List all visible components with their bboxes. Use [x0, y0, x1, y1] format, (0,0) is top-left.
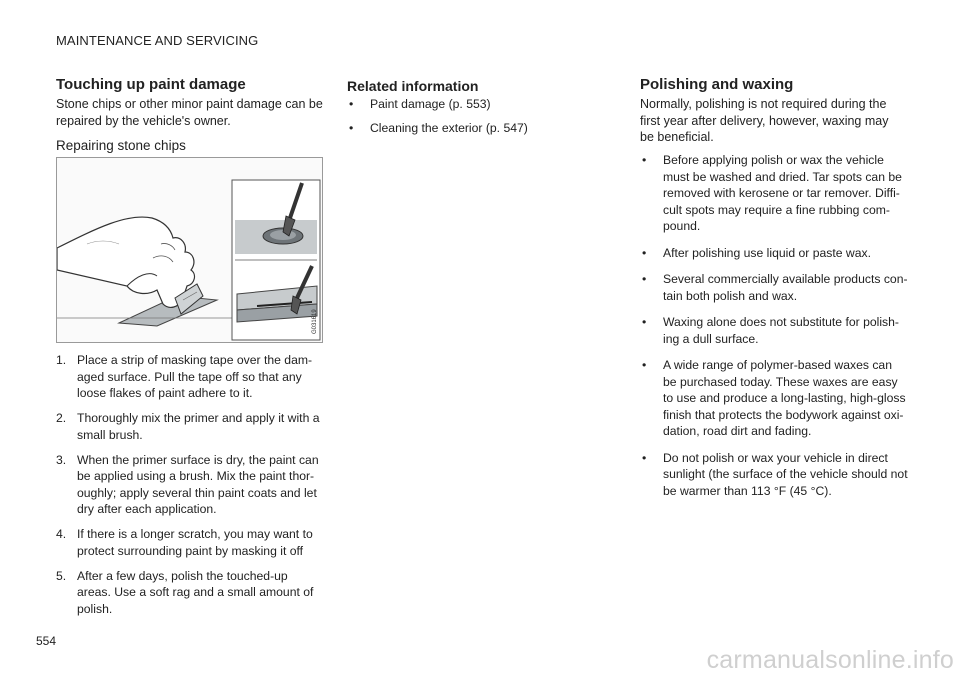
- polishing-bullet-text: Several commercially available products con-tain both polish and wax.: [663, 272, 908, 303]
- page-number: 554: [36, 634, 57, 648]
- step-text: If there is a longer scratch, you may want to protect surrounding paint by masking it off: [77, 527, 313, 558]
- bullet-glyph: •: [642, 245, 647, 260]
- related-link-text[interactable]: Cleaning the exterior (p. 547): [370, 120, 528, 135]
- bullet-glyph: •: [642, 153, 647, 167]
- repair-steps-list: [56, 352, 324, 626]
- related-link-text[interactable]: Paint damage (p. 553): [370, 97, 491, 111]
- polishing-bullet-item: [640, 245, 908, 262]
- bullet-glyph: •: [642, 315, 647, 329]
- polishing-bullet-item: [640, 450, 908, 500]
- touch-up-title: Touching up paint damage: [56, 76, 246, 93]
- polishing-bullet-item: [640, 357, 908, 440]
- step-number: 4.: [56, 527, 67, 541]
- bullet-glyph: •: [642, 272, 647, 286]
- step-number: 2.: [56, 411, 67, 425]
- polishing-bullets-list: [640, 152, 908, 509]
- related-link-cleaning-exterior[interactable]: [347, 120, 587, 137]
- step-text: After a few days, polish the touched-up areas. Use a soft rag and a small amount of polish.: [77, 568, 314, 616]
- polishing-bullet-text: Do not polish or wax your vehicle in direct sunlight (the surface of the vehicle should not be warmer than 113 °F (45 °C).: [663, 450, 908, 498]
- step-number: 1.: [56, 353, 67, 367]
- polishing-bullet-text: Before applying polish or wax the vehicle must be washed and dried. Tar spots can be removed with kerosene or tar remover. Diffi-cult spots may require a fine rubbing com-pound.: [663, 153, 902, 233]
- bullet-glyph: •: [349, 97, 354, 111]
- related-links-list: [347, 96, 587, 143]
- related-link-paint-damage[interactable]: [347, 96, 587, 113]
- polishing-waxing-title: Polishing and waxing: [640, 76, 794, 93]
- bullet-glyph: •: [349, 120, 354, 135]
- touch-up-intro: Stone chips or other minor paint damage can be repaired by the vehicle's owner.: [56, 97, 323, 128]
- section-header: MAINTENANCE AND SERVICING: [56, 33, 259, 48]
- stone-chip-repair-illustration: [56, 157, 323, 343]
- polishing-bullet-item: [640, 271, 908, 304]
- bullet-glyph: •: [642, 358, 647, 372]
- polishing-bullet-item: [640, 314, 908, 347]
- step-text: Thoroughly mix the primer and apply it with a small brush.: [77, 411, 320, 442]
- related-information-title: Related information: [347, 78, 479, 94]
- step-item: [56, 410, 324, 443]
- site-watermark[interactable]: carmanualsonline.info: [706, 646, 954, 674]
- step-number: 5.: [56, 568, 67, 583]
- polishing-bullet-text: A wide range of polymer-based waxes can be purchased today. These waxes are easy to use and produce a long-lasting, high-gloss finish that protects the bodywork against oxi-dation, road dirt and fading.: [663, 358, 906, 438]
- figure-code: G031619: [312, 309, 318, 334]
- polishing-bullet-text: Waxing alone does not substitute for polish-ing a dull surface.: [663, 315, 899, 346]
- step-number: 3.: [56, 452, 67, 467]
- step-item: [56, 352, 324, 402]
- step-text: When the primer surface is dry, the paint can be applied using a brush. Mix the paint thor-oughly; apply several thin paint coats and let dry after each application.: [77, 452, 319, 516]
- polishing-bullet-item: [640, 152, 908, 235]
- repairing-stone-chips-subtitle: Repairing stone chips: [56, 138, 186, 153]
- step-item: [56, 526, 324, 559]
- step-item: [56, 568, 324, 618]
- bullet-glyph: •: [642, 450, 647, 465]
- step-text: Place a strip of masking tape over the dam-aged surface. Pull the tape off so that any loose flakes of paint adhere to it.: [77, 353, 313, 400]
- illustration-drawing: [57, 158, 322, 342]
- step-item: [56, 452, 324, 518]
- polishing-bullet-text: After polishing use liquid or paste wax.: [663, 245, 871, 260]
- polishing-intro: Normally, polishing is not required during the first year after delivery, however, waxing may be beneficial.: [640, 97, 889, 144]
